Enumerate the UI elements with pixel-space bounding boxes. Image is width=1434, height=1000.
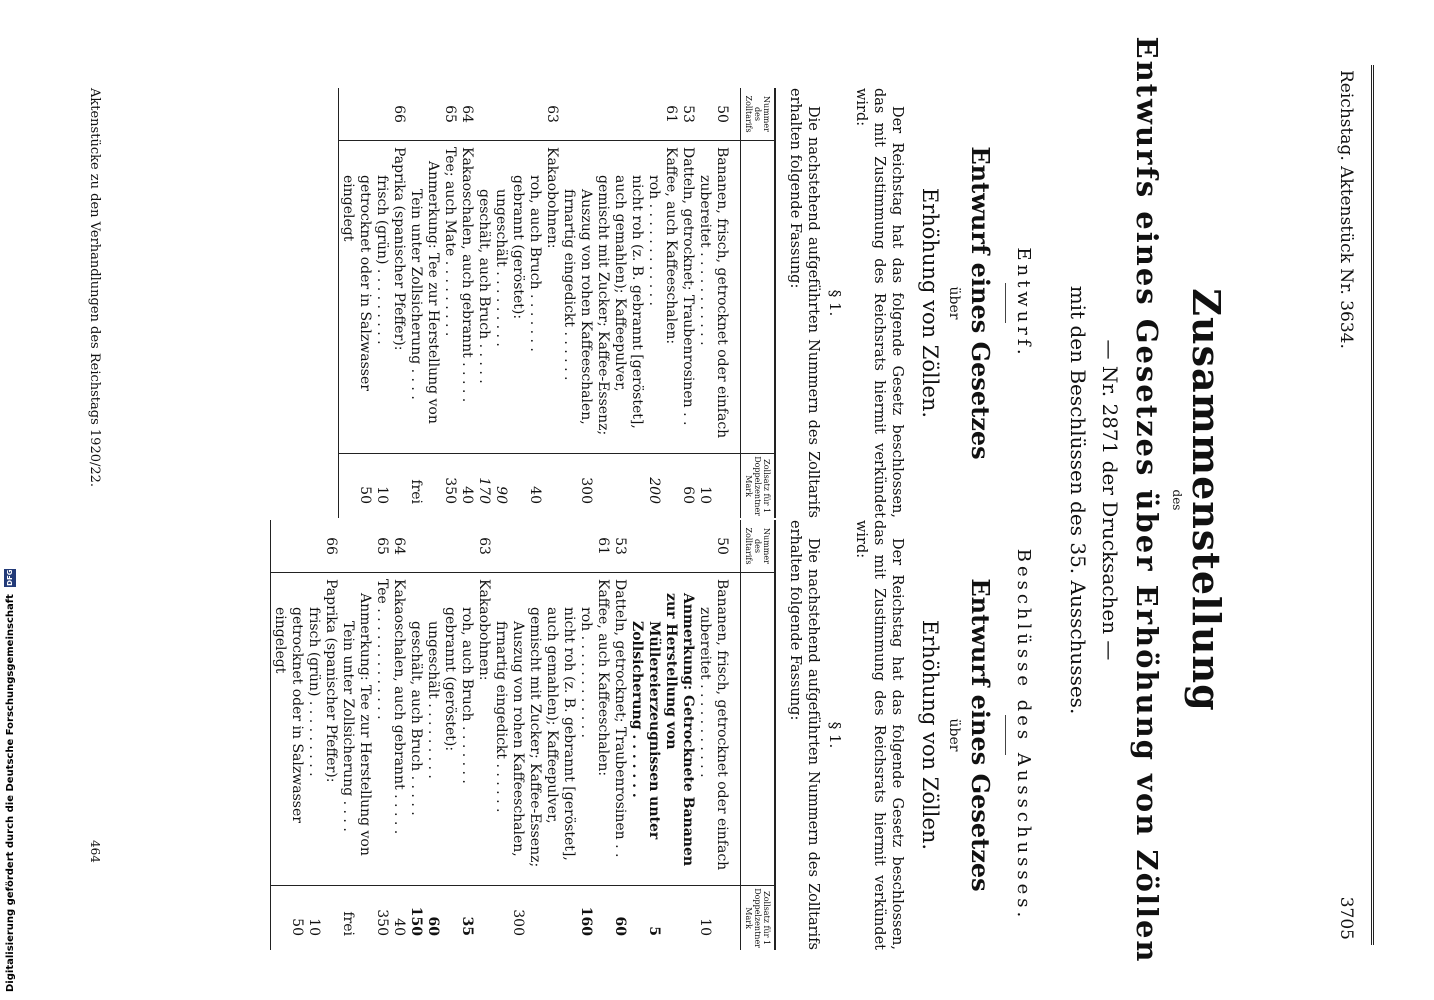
tariff-rate-value — [611, 457, 628, 504]
tariff-description-line: auch gemahlen); Kaffeepulver, gemischt mit Zucker; Kaffee-Essenz; — [595, 175, 628, 436]
tariff-rate-value: 60 — [680, 486, 696, 504]
tariff-rate-value — [628, 457, 645, 504]
tariff-row — [271, 520, 340, 950]
tariff-description — [339, 141, 408, 454]
tariff-description-line: gebrannt (geröstet): — [442, 607, 458, 752]
tariff-rate-value — [390, 457, 407, 504]
top-rule — [1371, 65, 1374, 945]
tariff-rate-value — [526, 889, 543, 936]
tariff-number: 53 — [679, 88, 696, 141]
tariff-row — [679, 88, 696, 518]
tariff-rate-value: frei — [340, 911, 356, 936]
tariff-description-line: getrocknet oder in Salzwasser eingelegt — [340, 175, 373, 391]
tariff-description-line: roh, auch Bruch . . . . . . . — [527, 175, 543, 352]
tariff-description-line: Kakaoschalen, auch gebrannt . . . . . — [459, 147, 475, 403]
column-header-zollsatz: Zollsatz für 1 Doppelzentner Mark — [741, 454, 776, 518]
tariff-description — [679, 141, 696, 454]
tariff-rate-value — [713, 457, 730, 504]
running-header-left: Reichstag. Aktenstück Nr. 3634. — [1336, 70, 1356, 349]
tariff-description-line: Kaffee, auch Kaffeeschalen: — [663, 147, 679, 345]
tariff-rate-value: 160 — [578, 906, 594, 936]
tariff-row — [611, 520, 628, 950]
tariff-row — [475, 88, 560, 518]
gesetz-ueber: über — [946, 718, 962, 752]
tariff-row — [560, 88, 679, 518]
tariff-rate — [390, 886, 407, 950]
tariff-description-line: roh, auch Bruch . . . . . . . — [459, 607, 475, 784]
tariff-description — [271, 573, 340, 886]
tariff-description-line: Tein unter Zollsicherung . . . . — [340, 621, 356, 832]
gesetz-title: Entwurf eines Gesetzes — [966, 578, 995, 892]
tariff-description — [339, 573, 390, 886]
tariff-rate-value: 60 — [612, 916, 628, 936]
tariff-rate-value: 40 — [527, 486, 543, 504]
tariff-description-line: roh . . . . . . . . . . . . — [646, 175, 662, 306]
footer-text: Aktenstücke zu den Verhandlungen des Reichstags 1920/22. — [87, 88, 102, 488]
tariff-rate-value: 150 — [408, 906, 424, 936]
tariff-description-line: firnartig eingedickt . . . . . . — [561, 189, 577, 381]
tariff-table — [270, 520, 776, 950]
column-heading: Entwurf. — [1013, 247, 1034, 359]
tariff-rate — [339, 454, 408, 518]
tariff-description-line: ungeschält . . . . . . . . . — [425, 621, 441, 779]
tariff-description-line: frisch (grün) . . . . . . . . . — [306, 607, 322, 777]
tariff-description-line: getrocknet oder in Salzwasser eingelegt — [272, 607, 305, 823]
tariff-rate-value — [594, 889, 611, 936]
tariff-rate-value — [713, 889, 730, 936]
column-entwurf — [338, 88, 1034, 518]
tariff-description-line: Tein unter Zollsicherung . . . . — [408, 189, 424, 400]
tariff-rate — [271, 886, 340, 950]
tariff-rate-value — [560, 889, 577, 936]
tariff-rate — [560, 454, 679, 518]
gesetz-subtitle: Erhöhung von Zöllen. — [918, 187, 942, 419]
tariff-rate-value: frei — [408, 479, 424, 504]
tariff-rate-value: 300 — [510, 909, 526, 936]
tariff-number: 64 — [458, 88, 475, 141]
tariff-description-line: auch gemahlen); Kaffeepulver, gemischt mit Zucker; Kaffee-Essenz; — [527, 607, 560, 868]
tariff-rate — [628, 886, 741, 950]
intro-paragraph: Der Reichstag hat das folgende Gesetz beschlossen, das mit Zustimmung des Reichsrats hiermit verkündet wird: — [853, 88, 905, 518]
column-heading: Beschlüsse des Ausschusses. — [1013, 548, 1034, 922]
tariff-number: 63 — [407, 520, 492, 573]
tariff-rate-value: 170 — [476, 477, 492, 504]
tariff-rate-value — [543, 889, 560, 936]
tariff-rate-value: 10 — [374, 486, 390, 504]
tariff-row — [407, 520, 492, 950]
tariff-row — [492, 520, 611, 950]
tariff-row — [696, 88, 741, 518]
tariff-rate — [458, 454, 475, 518]
tariff-description-line: geschält, auch Bruch . . . . . — [408, 621, 424, 816]
tariff-rate-value — [441, 889, 458, 936]
tariff-rate-value — [356, 889, 373, 936]
heading-rule — [1005, 283, 1006, 323]
tariff-row — [339, 520, 390, 950]
tariff-description-line: Kaffee, auch Kaffeeschalen: — [595, 579, 611, 777]
tariff-rate-value — [424, 457, 441, 504]
tariff-rate — [339, 886, 390, 950]
tariff-description-line: Kakaobohnen: — [476, 579, 492, 681]
tariff-description-line: Anmerkung: Getrocknete Bananen zur Herstellung von — [663, 593, 696, 867]
tariff-row — [407, 88, 458, 518]
column-header-description — [741, 141, 776, 454]
tariff-rate-value: 200 — [646, 477, 662, 504]
heading-rule — [1005, 715, 1006, 755]
gesetz-subtitle: Erhöhung von Zöllen. — [918, 619, 942, 851]
gesetz-title: Entwurf eines Gesetzes — [966, 146, 995, 460]
tariff-description-line: gebrannt (geröstet): — [510, 175, 526, 320]
tariff-rate-value — [662, 889, 679, 936]
tariff-description — [492, 573, 611, 886]
tariff-description-line: Bananen, frisch, getrocknet oder einfach — [714, 147, 730, 439]
tariff-description-line: Datteln, getrocknet; Traubenrosinen . . — [680, 147, 696, 426]
tariff-number: 50 — [628, 520, 741, 573]
running-header — [1330, 70, 1356, 940]
tariff-rate — [696, 454, 741, 518]
tariff-description-line: ungeschält . . . . . . . . . — [493, 189, 509, 347]
tariff-number: 53 — [611, 520, 628, 573]
tariff-description — [475, 141, 560, 454]
tariff-rate-value — [662, 457, 679, 504]
tariff-row — [390, 520, 407, 950]
tariff-rate-value — [679, 889, 696, 936]
section-mark: § 1. — [826, 721, 844, 749]
gesetz-ueber: über — [946, 286, 962, 320]
tariff-description-line: roh . . . . . . . . . . . . — [578, 607, 594, 738]
tariff-rate-value — [543, 457, 560, 504]
tariff-rate — [407, 454, 458, 518]
tariff-number: 66 — [339, 88, 408, 141]
tariff-rate — [475, 454, 560, 518]
tariff-description-line: zubereitet . . . . . . . . . . . — [697, 175, 713, 346]
credit-text: Digitalisierung gefördert durch die Deutsche Forschungsgemeinschaft — [5, 594, 16, 992]
tariff-description-line: Auszug von rohen Kaffeeschalen, — [578, 189, 594, 425]
tariff-description-line: Bananen, frisch, getrocknet oder einfach — [714, 579, 730, 871]
column-beschluesse — [270, 520, 1034, 950]
tariff-rate-value: 40 — [391, 918, 407, 936]
tariff-row — [458, 88, 475, 518]
tariff-number: 66 — [271, 520, 340, 573]
tariff-description-line: Kakaoschalen, auch gebrannt . . . . . — [391, 579, 407, 835]
title-des: des — [1170, 489, 1184, 511]
tariff-rate-value — [509, 457, 526, 504]
tariff-rate-value: 60 — [425, 916, 441, 936]
intro-paragraph: Der Reichstag hat das folgende Gesetz beschlossen, das mit Zustimmung des Reichsrats hiermit verkündet wird: — [853, 520, 905, 950]
tariff-description-line: Tee . . . . . . . . . . . . . — [374, 579, 390, 720]
tariff-description — [458, 141, 475, 454]
subtitle: Entwurfs eines Gesetzes über Erhöhung von Zöllen — [1130, 36, 1164, 964]
column-header-nummer: Nummer des Zolltarifs — [741, 88, 776, 141]
tariff-description — [560, 141, 679, 454]
column-header-nummer: Nummer des Zolltarifs — [741, 520, 776, 573]
tariff-description — [390, 573, 407, 886]
tariff-rate-value: 90 — [493, 486, 509, 504]
tariff-rate-value — [475, 889, 492, 936]
tariff-number: 64 — [390, 520, 407, 573]
tariff-description-line: Anmerkung: Tee zur Herstellung von — [425, 161, 441, 424]
tariff-description-line: Datteln, getrocknet; Traubenrosinen . . — [612, 579, 628, 858]
tariff-description-line: geschält, auch Bruch . . . . . — [476, 189, 492, 384]
tariff-rate-value: 40 — [459, 486, 475, 504]
tariff-number: 65 — [407, 88, 458, 141]
tariff-description — [628, 573, 741, 886]
tariff-number: 61 — [560, 88, 679, 141]
tariff-description — [696, 141, 741, 454]
tariff-row — [628, 520, 741, 950]
column-header-zollsatz: Zollsatz für 1 Doppelzentner Mark — [741, 886, 776, 950]
tariff-description-line: Müllereierzeugnissen unter — [646, 621, 662, 840]
tariff-rate-value: 300 — [578, 477, 594, 504]
tariff-number: 65 — [339, 520, 390, 573]
tariff-row — [339, 88, 408, 518]
tariff-description-line: Paprika (spanischer Pfeffer): — [391, 147, 407, 351]
tariff-description-line: nicht roh (z. B. gebrannt [geröstet], — [629, 175, 645, 429]
tariff-description-line: Tee; auch Mate . . . . . . . . . — [442, 147, 458, 337]
tariff-rate — [679, 454, 696, 518]
tariff-rate-value — [594, 457, 611, 504]
digitization-credit — [4, 569, 18, 992]
tariff-rate — [407, 886, 492, 950]
tariff-rate-value: 10 — [306, 918, 322, 936]
tariff-description-line: Auszug von rohen Kaffeeschalen, — [510, 621, 526, 857]
tariff-number: 63 — [475, 88, 560, 141]
tariff-rate-value: 35 — [459, 916, 475, 936]
tariff-description — [407, 141, 458, 454]
tariff-rate-value: 50 — [357, 486, 373, 504]
column-header-description — [741, 573, 776, 886]
section-mark: § 1. — [826, 289, 844, 317]
tariff-table — [338, 88, 776, 518]
tariff-number: 50 — [696, 88, 741, 141]
tariff-description-line: zubereitet . . . . . . . . . . . — [697, 607, 713, 778]
tariff-rate-value: 10 — [697, 486, 713, 504]
tariff-number: 61 — [492, 520, 611, 573]
tariff-description-line: Paprika (spanischer Pfeffer): — [323, 579, 339, 783]
tariff-rate-value: 10 — [697, 918, 713, 936]
tariff-description-line: nicht roh (z. B. gebrannt [geröstet], — [561, 607, 577, 861]
main-title: Zusammenstellung — [1184, 288, 1229, 712]
section-paragraph: Die nachstehend aufgeführten Nummern des Zolltarifs erhalten folgende Fassung: — [787, 520, 821, 950]
drucksache-line: — Nr. 2871 der Drucksachen — — [1098, 339, 1122, 661]
footer-page-number: 464 — [88, 840, 102, 863]
tariff-description-line: firnartig eingedickt . . . . . . — [493, 621, 509, 813]
tariff-rate — [492, 886, 611, 950]
dfg-logo: DFG — [6, 569, 14, 586]
section-paragraph: Die nachstehend aufgeführten Nummern des Zolltarifs erhalten folgende Fassung: — [787, 88, 821, 518]
page-number: 3705 — [1336, 896, 1356, 940]
tariff-rate-value: 5 — [646, 926, 662, 936]
beschluss-line: mit den Beschlüssen des 35. Ausschusses. — [1066, 285, 1090, 715]
tariff-rate-value: 350 — [374, 909, 390, 936]
tariff-rate — [611, 886, 628, 950]
tariff-description-line: Zollsicherung . . . . . . . — [629, 621, 645, 798]
tariff-rate-value: 350 — [442, 477, 458, 504]
tariff-description-line: Kakaobohnen: — [544, 147, 560, 249]
tariff-rate-value — [322, 889, 339, 936]
tariff-description — [611, 573, 628, 886]
tariff-description — [407, 573, 492, 886]
tariff-description-line: frisch (grün) . . . . . . . . . — [374, 175, 390, 345]
tariff-rate-value: 50 — [289, 918, 305, 936]
tariff-description-line: Anmerkung: Tee zur Herstellung von — [357, 593, 373, 856]
